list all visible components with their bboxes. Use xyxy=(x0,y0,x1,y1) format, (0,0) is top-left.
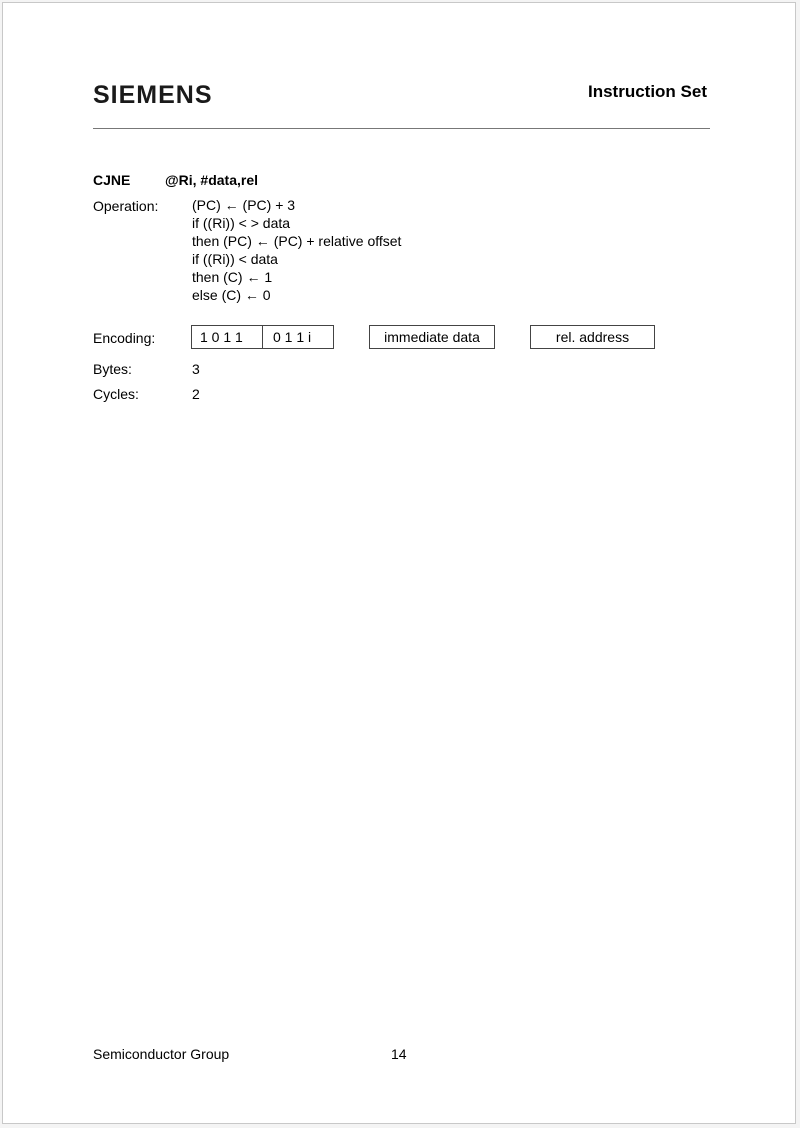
opcode-divider xyxy=(262,326,263,348)
header-title: Instruction Set xyxy=(587,82,707,101)
operation-line: if ((Ri)) < > data xyxy=(192,215,291,231)
bytes-label: Bytes: xyxy=(93,361,132,377)
footer-company: Semiconductor Group xyxy=(93,1046,230,1062)
encoding-label: Encoding: xyxy=(93,330,156,346)
encoding-immediate-box: immediate data xyxy=(369,325,495,349)
page-number: 14 xyxy=(391,1046,407,1062)
operation-line: then (PC) ← (PC) + relative offset xyxy=(192,233,402,249)
document-page xyxy=(2,2,796,1124)
instruction-mnemonic: CJNE xyxy=(93,172,131,188)
operation-line: else (C) ← 0 xyxy=(192,287,271,303)
cycles-label: Cycles: xyxy=(93,386,139,402)
bytes-value: 3 xyxy=(192,361,200,377)
cycles-value: 2 xyxy=(192,386,200,402)
encoding-address-box: rel. address xyxy=(530,325,655,349)
operation-line: (PC) ← (PC) + 3 xyxy=(192,197,296,213)
instruction-operands: @Ri, #data,rel xyxy=(165,172,259,188)
operation-line: if ((Ri)) < data xyxy=(192,251,278,267)
header-divider xyxy=(93,128,710,129)
siemens-logo: SIEMENS xyxy=(93,81,213,109)
operation-line: then (C) ← 1 xyxy=(192,269,273,285)
opcode-low-bits: 0 1 1 i xyxy=(273,329,312,345)
operation-label: Operation: xyxy=(93,198,159,214)
opcode-high-bits: 1 0 1 1 xyxy=(200,329,243,345)
encoding-opcode-box xyxy=(191,325,334,349)
operation-lines xyxy=(192,196,401,304)
